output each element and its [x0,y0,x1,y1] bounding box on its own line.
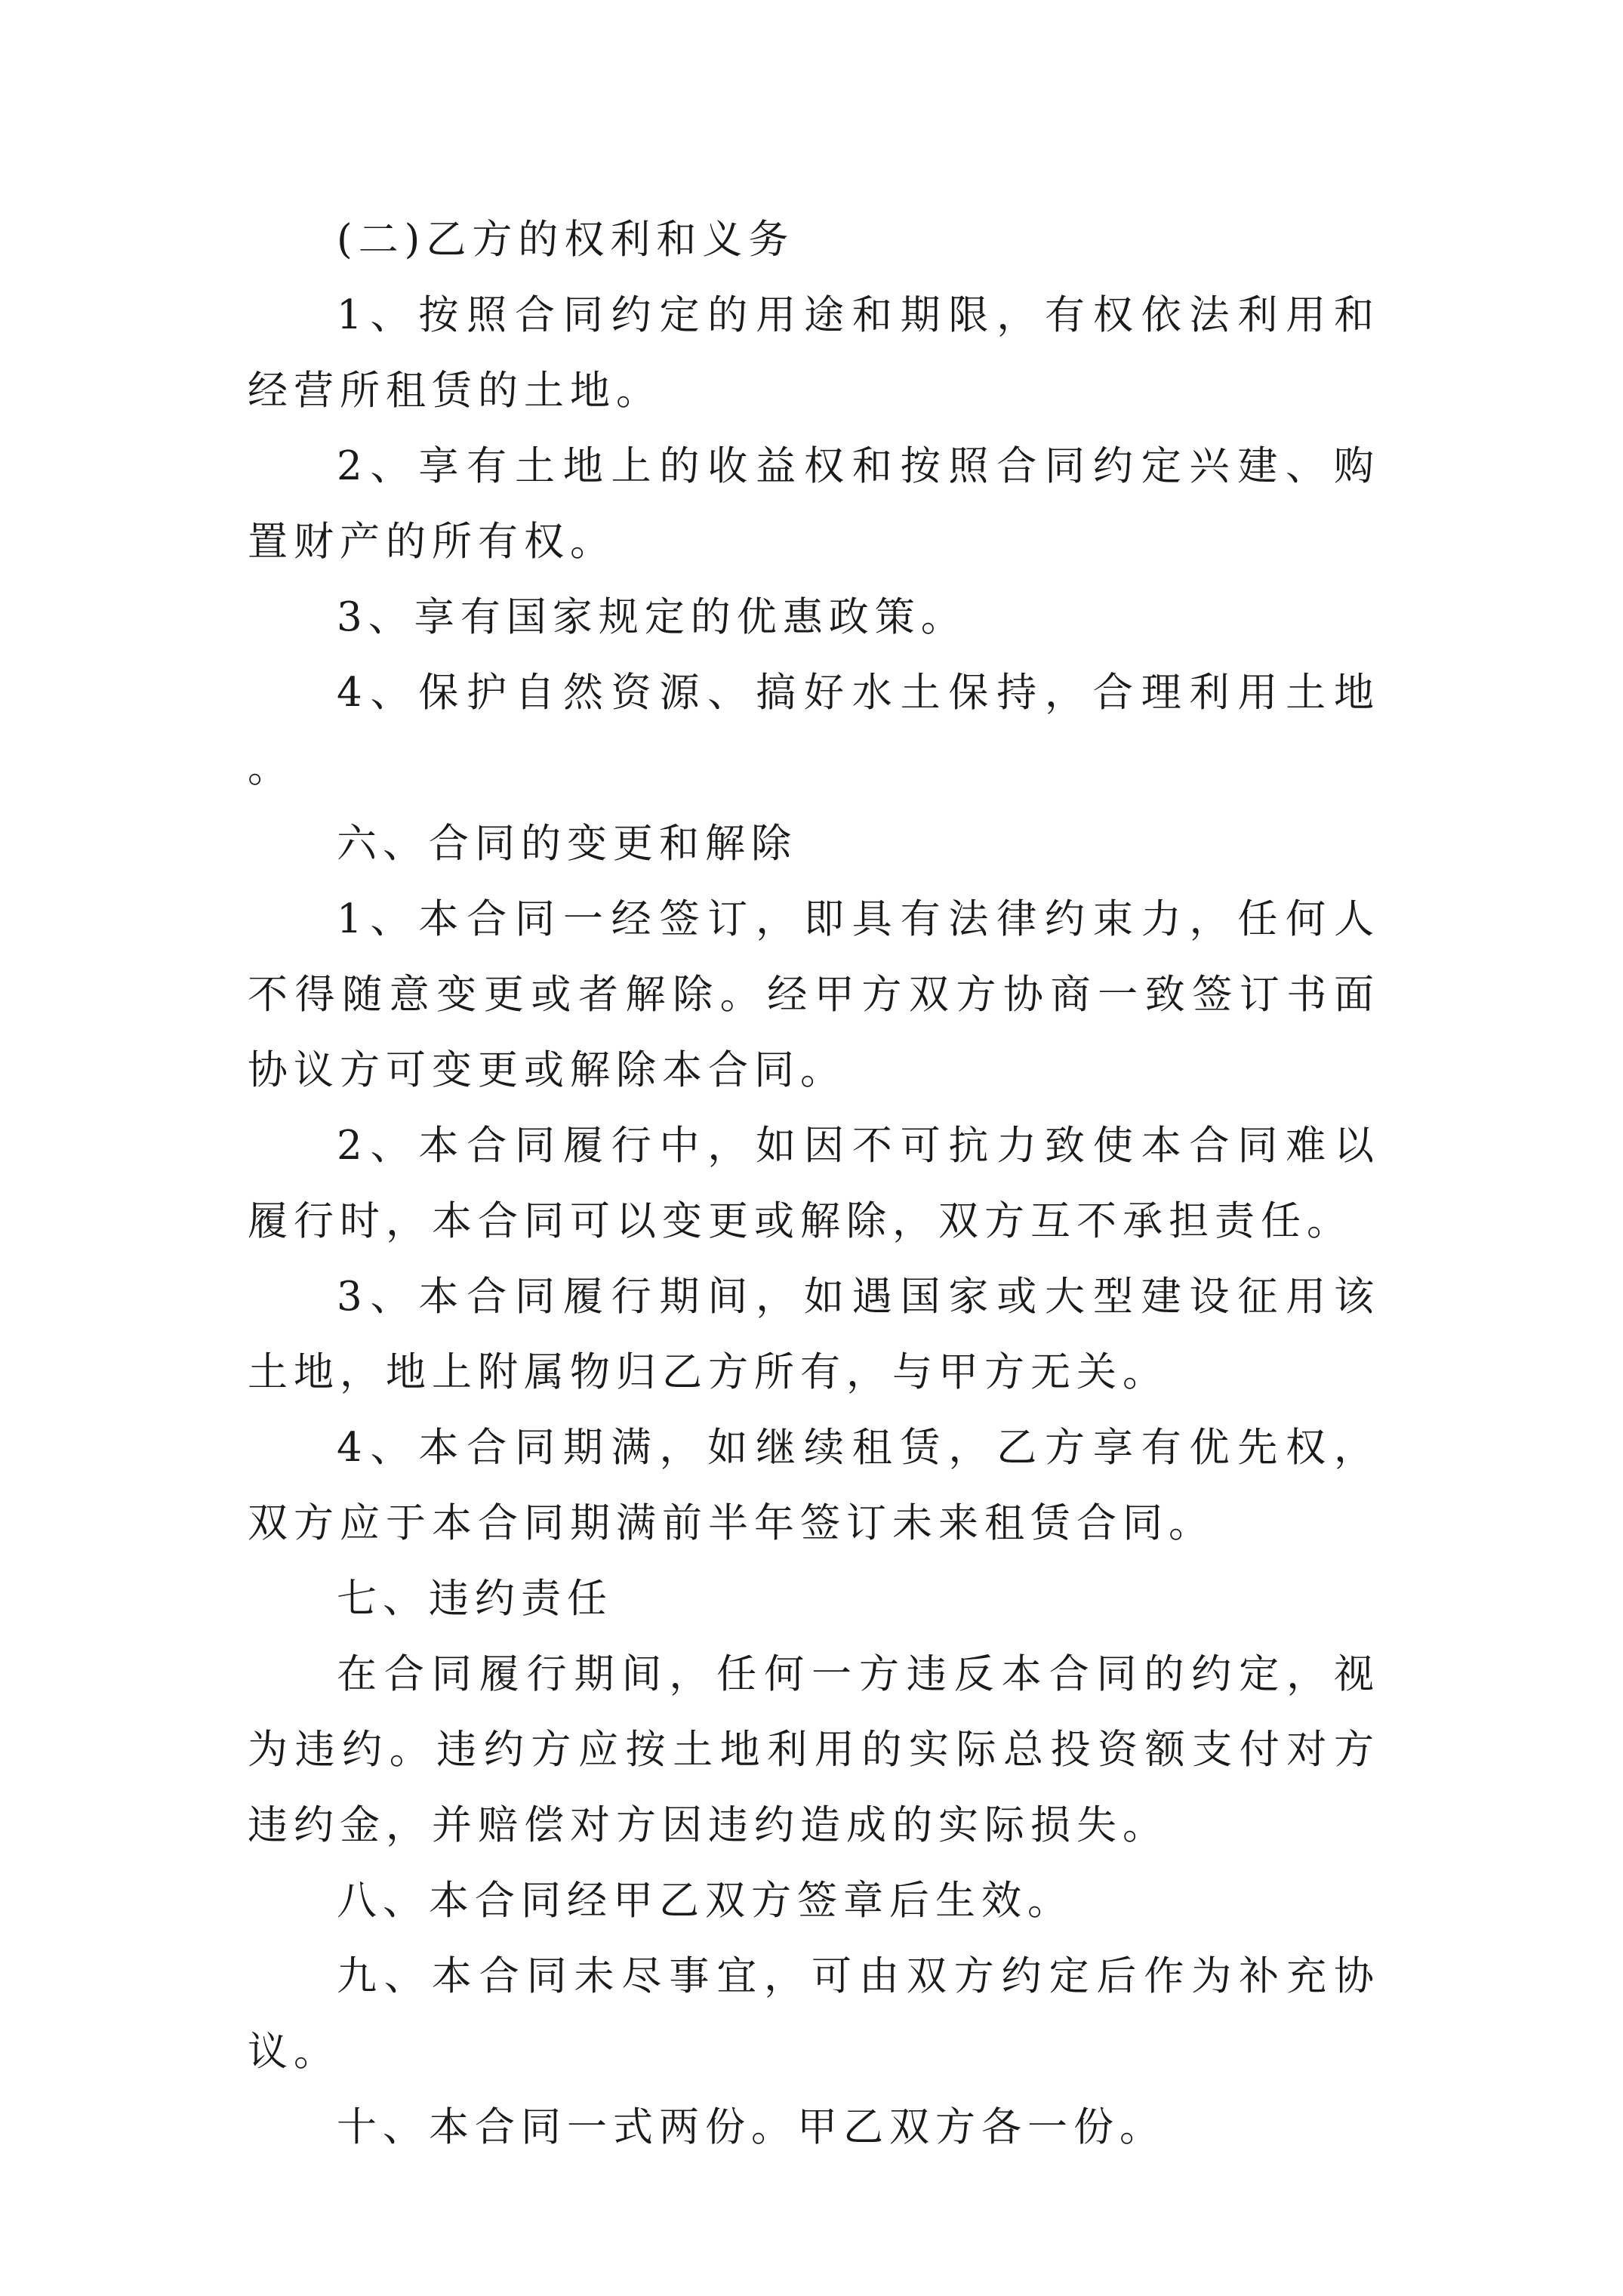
clause-6-2: 2、本合同履行中，如因不可抗力致使本合同难以履行时，本合同可以变更或解除，双方互不承担责任。 [248,1123,1380,1244]
clause-6-3: 3、本合同履行期间，如遇国家或大型建设征用该土地，地上附属物归乙方所有，与甲方无关。 [248,1274,1380,1395]
clause-b-4: 4、保护自然资源、搞好水土保持，合理利用土地。 [248,670,1380,791]
clause-b-1: 1、按照合同约定的用途和期限，有权依法利用和经营所租赁的土地。 [248,292,1380,414]
heading-section-6: 六、合同的变更和解除 [337,821,797,867]
heading-party-b-rights: (二)乙方的权利和义务 [337,217,795,263]
clause-section-8: 八、本合同经甲乙双方签章后生效。 [337,1878,1073,1924]
heading-section-7: 七、违约责任 [337,1576,613,1622]
clause-b-2: 2、享有土地上的收益权和按照合同约定兴建、购置财产的所有权。 [248,443,1380,565]
clause-6-4: 4、本合同期满，如继续租赁，乙方享有优先权，双方应于本合同期满前半年签订未来租赁合同。 [248,1425,1380,1546]
document-body [248,202,1380,2165]
clause-6-1: 1、本合同一经签订，即具有法律约束力，任何人不得随意变更或者解除。经甲方双方协商一致签订书面协议方可变更或解除本合同。 [248,896,1380,1093]
clause-section-9: 九、本合同未尽事宜，可由双方约定后作为补充协议。 [248,1953,1380,2075]
clause-7-body: 在合同履行期间，任何一方违反本合同的约定，视为违约。违约方应按土地利用的实际总投资额支付对方违约金，并赔偿对方因违约造成的实际损失。 [248,1651,1380,1848]
clause-b-3: 3、享有国家规定的优惠政策。 [337,594,967,640]
clause-section-10: 十、本合同一式两份。甲乙双方各一份。 [337,2104,1166,2150]
